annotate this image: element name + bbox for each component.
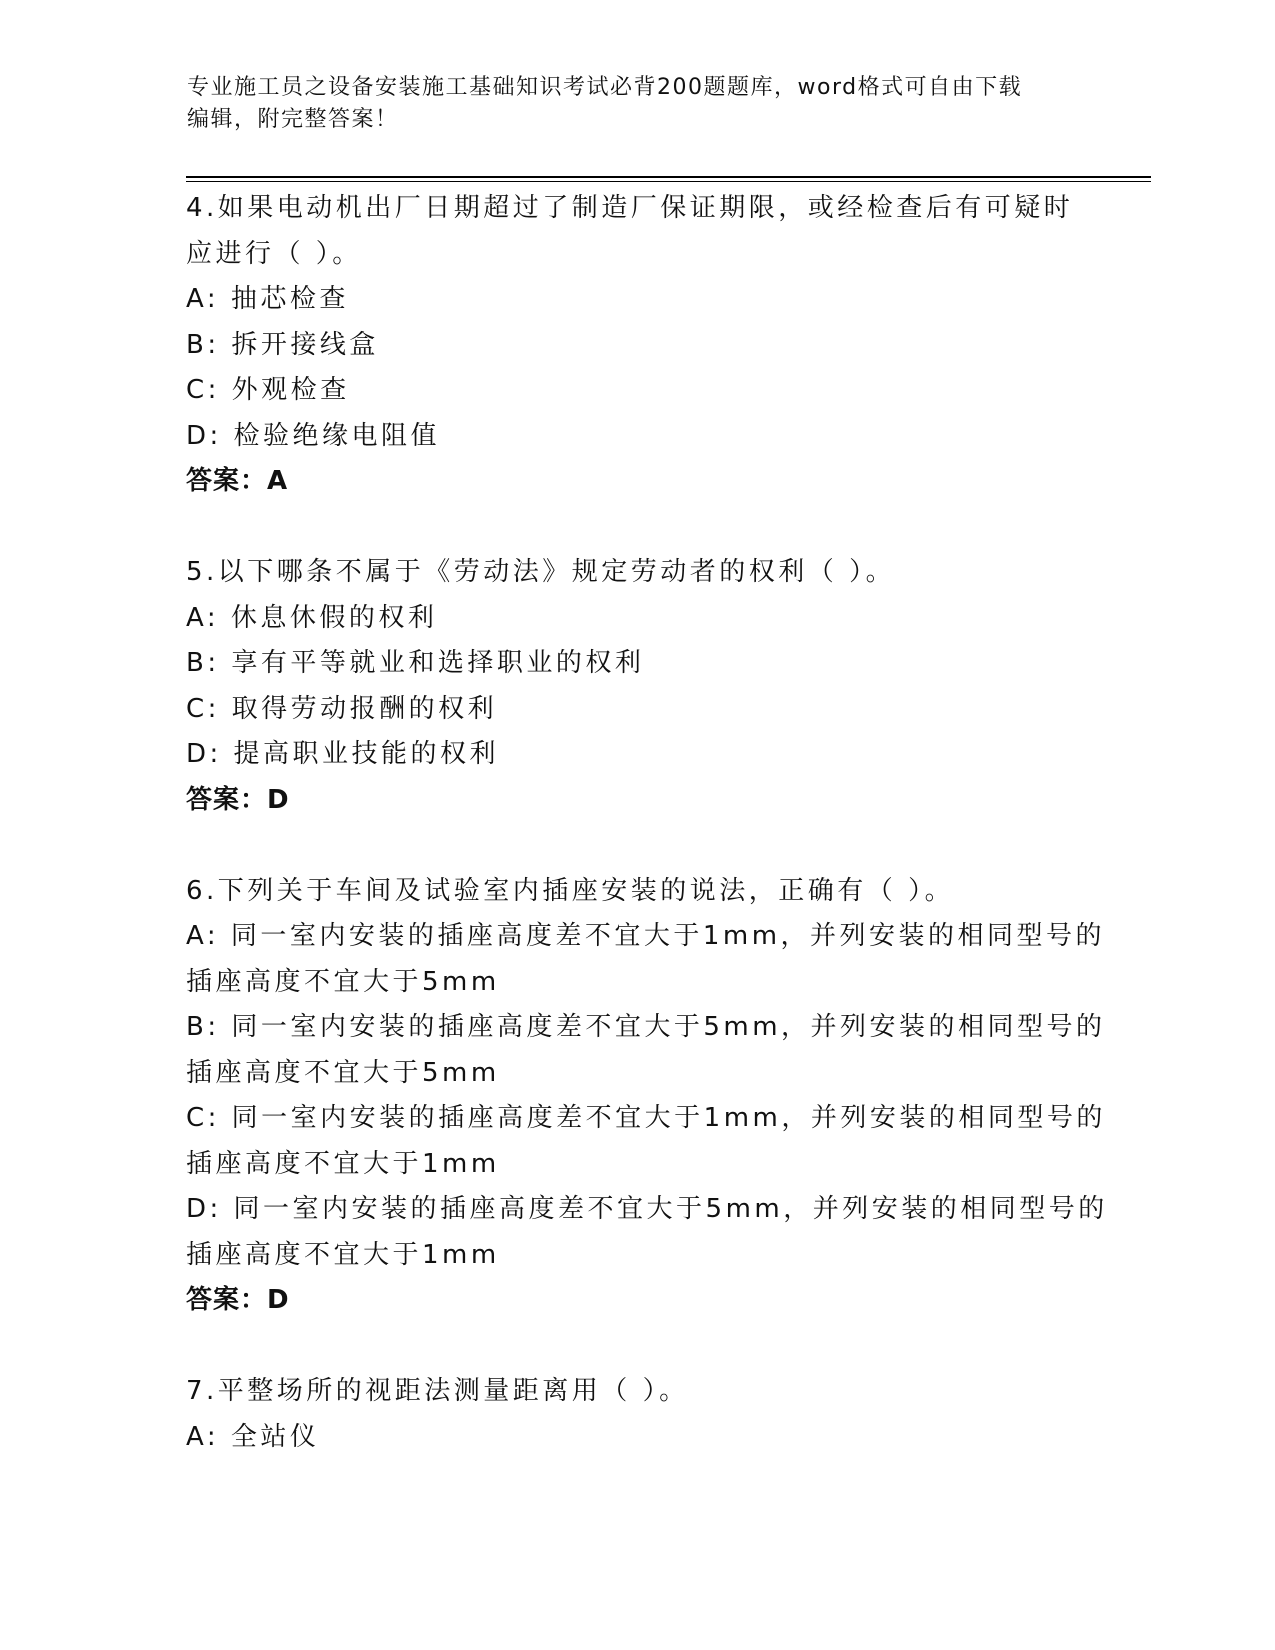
question-option: 插座高度不宜大于5mm [186, 1057, 500, 1088]
question-block [186, 186, 1086, 550]
question-stem: 5.以下哪条不属于《劳动法》规定劳动者的权利（ ）。 [186, 557, 896, 587]
header-divider-thin [186, 181, 1151, 182]
question-option: 插座高度不宜大于5mm [186, 966, 500, 997]
question-option: B: 同一室内安装的插座高度差不宜大于5mm，并列安装的相同型号的 [186, 1012, 1106, 1042]
answer-text: 答案：A [186, 466, 289, 496]
document-header [187, 72, 1067, 136]
question-stem: 4.如果电动机出厂日期超过了制造厂保证期限，或经检查后有可疑时 [186, 193, 1074, 223]
question-option: A: 全站仪 [186, 1421, 320, 1452]
question-option: 插座高度不宜大于1mm [186, 1239, 500, 1270]
question-list [186, 186, 1108, 1460]
question-stem: 7.平整场所的视距法测量距离用（ ）。 [186, 1376, 689, 1406]
question-block [186, 869, 1108, 1370]
question-option: C: 取得劳动报酬的权利 [186, 693, 498, 724]
question-option: D: 提高职业技能的权利 [186, 739, 500, 769]
question-spacer [186, 1324, 1086, 1370]
question-spacer [186, 505, 1086, 551]
answer-text: 答案：D [186, 784, 290, 815]
question-option: D: 同一室内安装的插座高度差不宜大于5mm，并列安装的相同型号的 [186, 1194, 1108, 1224]
question-option: A: 休息休假的权利 [186, 602, 438, 633]
question-option: B: 拆开接线盒 [186, 329, 379, 360]
question-spacer [186, 823, 1086, 869]
question-option: D: 检验绝缘电阻值 [186, 420, 441, 451]
question-option: 插座高度不宜大于1mm [186, 1148, 500, 1179]
question-block [186, 1369, 1086, 1460]
question-stem: 6.下列关于车间及试验室内插座安装的说法，正确有（ ）。 [186, 875, 955, 906]
question-option: C: 外观检查 [186, 375, 350, 405]
question-stem: 应进行（ ）。 [186, 238, 362, 269]
header-line-2: 编辑，附完整答案！ [187, 107, 399, 132]
header-line-1: 专业施工员之设备安装施工基础知识考试必背200题题库，word格式可自由下载 [187, 75, 1023, 100]
question-block [186, 550, 1086, 869]
question-option: C: 同一室内安装的插座高度差不宜大于1mm，并列安装的相同型号的 [186, 1103, 1106, 1133]
question-option: A: 抽芯检查 [186, 284, 349, 314]
answer-text: 答案：D [186, 1285, 290, 1315]
question-option: B: 享有平等就业和选择职业的权利 [186, 648, 645, 678]
header-divider-thick [186, 176, 1151, 178]
question-option: A: 同一室内安装的插座高度差不宜大于1mm，并列安装的相同型号的 [186, 921, 1106, 951]
